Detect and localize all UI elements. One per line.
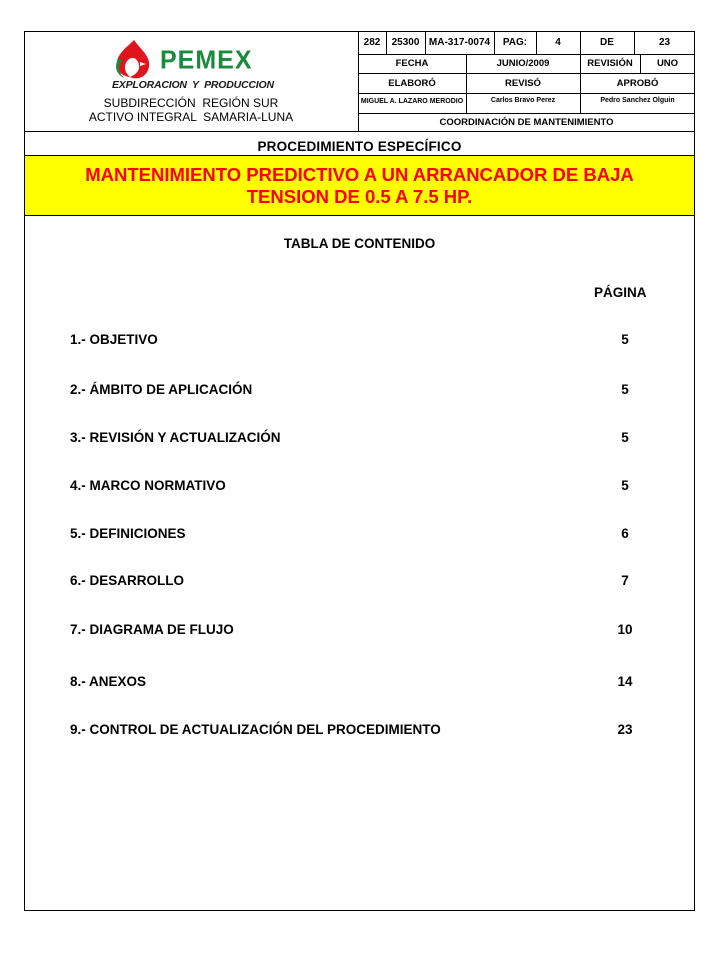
fecha-label: FECHA	[395, 58, 429, 69]
activo-text: ACTIVO INTEGRAL SAMARIA-LUNA	[88, 110, 294, 124]
coordinacion: COORDINACIÓN DE MANTENIMIENTO	[439, 117, 614, 128]
code-2: 25300	[391, 37, 420, 48]
toc-item-label: 3.- REVISIÓN Y ACTUALIZACIÓN	[70, 430, 281, 445]
toc-item-control[interactable]	[70, 722, 650, 740]
toc-item-label: 7.- DIAGRAMA DE FLUJO	[70, 622, 234, 637]
toc-item-marco-normativo[interactable]	[70, 478, 650, 496]
toc-item-label: 4.- MARCO NORMATIVO	[70, 478, 226, 493]
reviso-name: Carlos Bravo Perez	[490, 97, 556, 104]
toc-item-page: 10	[617, 622, 633, 637]
de-label: DE	[600, 37, 614, 48]
toc-page-header: PÁGINA	[594, 285, 647, 300]
toc-item-label: 9.- CONTROL DE ACTUALIZACIÓN DEL PROCEDIMIENTO	[70, 722, 441, 737]
toc-item-page: 5	[621, 478, 629, 493]
aprobo-name: Pedro Sanchez Olguin	[600, 97, 675, 104]
pag-value: 4	[555, 37, 561, 48]
pag-label: PAG:	[502, 37, 528, 48]
doc-code: MA-317-0074	[428, 37, 491, 48]
toc-item-definiciones[interactable]	[70, 526, 650, 544]
toc-item-diagrama[interactable]	[70, 622, 650, 640]
toc-title: TABLA DE CONTENIDO	[283, 236, 436, 251]
revision-value: UNO	[656, 58, 679, 69]
procedure-type: PROCEDIMIENTO ESPECÍFICO	[257, 139, 462, 154]
toc-item-ambito[interactable]	[70, 382, 650, 400]
toc-item-label: 1.- OBJETIVO	[70, 332, 158, 347]
toc-item-label: 2.- ÁMBITO DE APLICACIÓN	[70, 382, 253, 397]
aprobo-label: APROBÓ	[616, 77, 659, 89]
de-value: 23	[658, 37, 671, 48]
revision-label: REVISIÓN	[587, 58, 633, 69]
elaboro-name: MIGUEL A. LAZARO MERODIO	[360, 98, 464, 105]
toc-item-label: 5.- DEFINICIONES	[70, 526, 186, 541]
title-line-2: TENSION DE 0.5 A 7.5 HP.	[246, 185, 473, 207]
toc-item-page: 5	[621, 332, 629, 347]
toc-item-anexos[interactable]	[70, 674, 650, 692]
fecha-value: JUNIO/2009	[496, 58, 550, 69]
toc-item-page: 14	[617, 674, 633, 689]
toc-item-objetivo[interactable]	[70, 332, 650, 350]
toc-item-page: 23	[617, 722, 633, 737]
title-line-1: MANTENIMIENTO PREDICTIVO A UN ARRANCADOR DE BAJA	[85, 163, 634, 185]
toc-item-page: 6	[621, 526, 629, 541]
pemex-tagline: EXPLORACION Y PRODUCCION	[112, 79, 274, 91]
toc-item-page: 5	[621, 430, 629, 445]
pemex-brand: PEMEX	[160, 45, 253, 75]
subdireccion-text: SUBDIRECCIÓN REGIÓN SUR	[103, 96, 279, 110]
toc-item-page: 7	[621, 573, 629, 588]
code-1: 282	[363, 37, 381, 48]
reviso-label: REVISÓ	[505, 77, 541, 89]
toc-item-label: 6.- DESARROLLO	[70, 573, 185, 588]
toc-item-desarrollo[interactable]	[70, 573, 650, 591]
toc-item-page: 5	[621, 382, 629, 397]
toc-item-label: 8.- ANEXOS	[70, 674, 147, 689]
elaboro-label: ELABORÓ	[388, 77, 436, 89]
toc-item-revision[interactable]	[70, 430, 650, 448]
